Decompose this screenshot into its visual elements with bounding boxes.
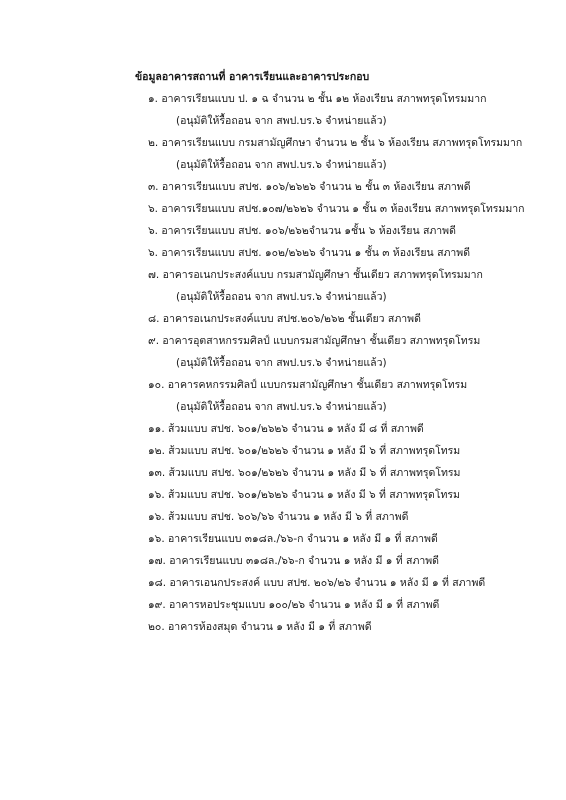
- list-item: ๒. อาคารเรียนแบบ กรมสามัญศึกษา จำนวน ๒ ชั้น ๖ ห้องเรียน สภาพทรุดโทรมมาก: [148, 137, 523, 149]
- list-item: ๑๐. อาคารคหกรรมศิลป์ แบบกรมสามัญศึกษา ชั้นเดียว สภาพทรุดโทรม: [148, 379, 468, 391]
- list-item: ๑๙. อาคารหอประชุมแบบ ๑๐๐/๒๖ จำนวน ๑ หลัง มี ๑ ที่ สภาพดี: [148, 599, 440, 611]
- list-item: ๑๗. อาคารเรียนแบบ ๓๑๘ล./๖๖-ก จำนวน ๑ หลัง มี ๑ ที่ สภาพดี: [148, 555, 440, 567]
- list-item: ๑. อาคารเรียนแบบ ป. ๑ ฉ จำนวน ๒ ชั้น ๑๒ ห้องเรียน สภาพทรุดโทรมมาก: [148, 93, 487, 105]
- list-item: ๑๖. ส้วมแบบ สปช. ๖๐๖/๖๖ จำนวน ๑ หลัง มี ๖ ที่ สภาพดี: [148, 511, 409, 523]
- list-item: ๒๐. อาคารห้องสมุด จำนวน ๑ หลัง มี ๑ ที่ สภาพดี: [148, 621, 372, 633]
- list-note: (อนุมัติให้รื้อถอน จาก สพป.บร.๖ จำหน่ายแล้ว): [176, 115, 387, 127]
- list-note: (อนุมัติให้รื้อถอน จาก สพป.บร.๖ จำหน่ายแล้ว): [176, 291, 387, 303]
- list-item: ๖. อาคารเรียนแบบ สปช. ๑๐๒/๒๖๒๖ จำนวน ๑ ชั้น ๓ ห้องเรียน สภาพดี: [148, 247, 471, 259]
- list-item: ๑๖. อาคารเรียนแบบ ๓๑๘ล./๖๖-ก จำนวน ๑ หลัง มี ๑ ที่ สภาพดี: [148, 533, 438, 545]
- list-item: ๖. อาคารเรียนแบบ สปช.๑๐๗/๒๖๒๖ จำนวน ๑ ชั้น ๓ ห้องเรียน สภาพทรุดโทรมมาก: [148, 203, 525, 215]
- list-item: ๗. อาคารอเนกประสงค์แบบ กรมสามัญศึกษา ชั้นเดียว สภาพทรุดโทรมมาก: [148, 269, 483, 281]
- list-item: ๑๓. ส้วมแบบ สปช. ๖๐๑/๒๖๒๖ จำนวน ๑ หลัง มี ๖ ที่ สภาพทรุดโทรม: [148, 467, 461, 479]
- list-note: (อนุมัติให้รื้อถอน จาก สพป.บร.๖ จำหน่ายแล้ว): [176, 401, 387, 413]
- list-item: ๙. อาคารอุตสาหกรรมศิลป์ แบบกรมสามัญศึกษา ชั้นเดียว สภาพทรุดโทรม: [148, 335, 481, 347]
- list-item: ๑๒. ส้วมแบบ สปช. ๖๐๑/๒๖๒๖ จำนวน ๑ หลัง มี ๖ ที่ สภาพทรุดโทรม: [148, 445, 461, 457]
- list-item: ๓. อาคารเรียนแบบ สปช. ๑๐๖/๒๖๒๖ จำนวน ๒ ชั้น ๓ ห้องเรียน สภาพดี: [148, 181, 471, 193]
- list-item: ๑๑. ส้วมแบบ สปช. ๖๐๑/๒๖๒๖ จำนวน ๑ หลัง มี ๘ ที่ สภาพดี: [148, 423, 424, 435]
- list-item: ๘. อาคารอเนกประสงค์แบบ สปช.๒๐๖/๒๖๒ ชั้นเดียว สภาพดี: [148, 313, 421, 325]
- list-note: (อนุมัติให้รื้อถอน จาก สพป.บร.๖ จำหน่ายแล้ว): [176, 159, 387, 171]
- list-item: ๑๘. อาคารเอนกประสงค์ แบบ สปช. ๒๐๖/๒๖ จำนวน ๑ หลัง มี ๑ ที่ สภาพดี: [148, 577, 486, 589]
- page-heading: ข้อมูลอาคารสถานที่ อาคารเรียนและอาคารประกอบ: [135, 71, 370, 83]
- list-item: ๑๖. ส้วมแบบ สปช. ๖๐๑/๒๖๒๖ จำนวน ๑ หลัง มี ๖ ที่ สภาพทรุดโทรม: [148, 489, 460, 501]
- list-item: ๖. อาคารเรียนแบบ สปช. ๑๐๖/๒๖๒จำนวน ๑ชั้น ๖ ห้องเรียน สภาพดี: [148, 225, 456, 237]
- list-note: (อนุมัติให้รื้อถอน จาก สพป.บร.๖ จำหน่ายแล้ว): [176, 357, 387, 369]
